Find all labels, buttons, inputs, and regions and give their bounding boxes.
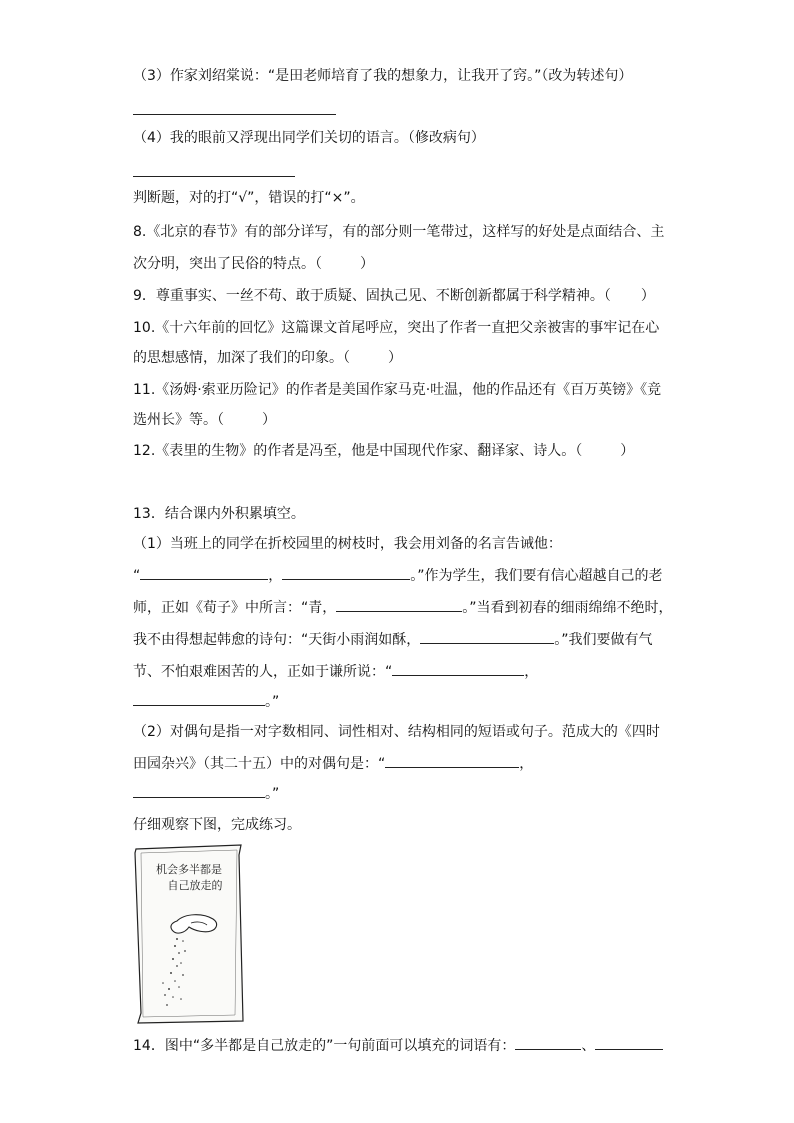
q13-line2 <box>133 597 673 618</box>
q14-blank-2[interactable] <box>595 1035 663 1050</box>
q7-item4-answer-line[interactable] <box>133 176 295 177</box>
q13-line4-text: 节、不怕艰难困苦的人，正如于谦所说：“ <box>133 664 393 680</box>
q13-line5 <box>133 691 279 712</box>
q10-text: 的思想感情，加深了我们的印象。（ <box>133 350 350 366</box>
q13-line1-text: 。”作为学生，我们要有信心超越自己的老 <box>410 568 663 584</box>
q13-blank-7[interactable] <box>385 753 519 768</box>
q13-blank-6[interactable] <box>133 691 265 706</box>
q13-line2-text-b: 。”当看到初春的细雨绵绵不绝时， <box>462 600 673 616</box>
open-quote: “ <box>133 568 141 584</box>
q11-line1: 11.《汤姆·索亚历险记》的作者是美国作家马克·吐温，他的作品还有《百万英镑》《竞 <box>133 382 662 398</box>
q13-sub1-intro: （1）当班上的同学在折校园里的树枝时，我会用刘备的名言告诫他： <box>133 536 562 552</box>
cartoon-caption-line1: 机会多半都是 <box>156 863 222 876</box>
q14-text: 14．图中“多半都是自己放走的”一句前面可以填充的词语有： <box>133 1038 516 1054</box>
picture-intro: 仔细观察下图，完成练习。 <box>133 817 301 833</box>
q13-sub2-line1: （2）对偶句是指一对字数相同、词性相对、结构相同的短语或句子。范成大的《四时 <box>133 724 660 740</box>
q11-close-paren: ） <box>262 412 276 428</box>
q13-sub2-line3 <box>133 783 279 804</box>
judge-instruction: 判断题，对的打“√”，错误的打“×”。 <box>133 190 365 206</box>
q13-blank-1[interactable] <box>140 565 268 580</box>
q13-blank-2[interactable] <box>282 565 410 580</box>
q14-separator: 、 <box>581 1038 596 1054</box>
q13-line2-text-a: 师，正如《荀子》中所言：“青， <box>133 600 337 616</box>
q13-blank-3[interactable] <box>336 597 462 612</box>
close-quote: 。” <box>265 694 280 710</box>
q7-item3-answer-line[interactable] <box>133 114 336 115</box>
q13-line4 <box>133 661 538 682</box>
cartoon-caption-line2: 自己放走的 <box>167 879 223 892</box>
q8-text: 次分明，突出了民俗的特点。（ <box>133 256 322 272</box>
q9-close-paren: ） <box>640 288 655 304</box>
q13-line3-text-b: 。”我们要做有气 <box>554 632 653 648</box>
q8-close-paren: ） <box>360 256 374 272</box>
q12-line <box>133 441 634 461</box>
q13-sub2-line2 <box>133 753 533 774</box>
q8-line1: 8.《北京的春节》有的部分详写，有的部分则一笔带过，这样写的好处是点面结合、主 <box>133 224 665 240</box>
q13-sub2-text: 田园杂兴》（其二十五）中的对偶句是：“ <box>133 756 386 772</box>
q11-line2 <box>133 410 276 430</box>
q7-item3: （3）作家刘绍棠说：“是田老师培育了我的想象力，让我开了窍。”（改为转述句） <box>133 68 633 84</box>
comma: ， <box>268 568 283 584</box>
comma: ， <box>524 664 539 680</box>
q13-title: 13．结合课内外积累填空。 <box>133 506 305 522</box>
q9-line <box>133 286 655 306</box>
q14-line <box>133 1035 663 1056</box>
q8-line2 <box>133 254 374 274</box>
q10-close-paren: ） <box>388 350 402 366</box>
q14-blank-1[interactable] <box>515 1035 581 1050</box>
q7-item4: （4）我的眼前又浮现出同学们关切的语言。（修改病句） <box>133 130 485 146</box>
q13-blank-8[interactable] <box>133 783 265 798</box>
q12-text: 12.《表里的生物》的作者是冯至，他是中国现代作家、翻译家、诗人。（ <box>133 443 583 459</box>
q12-close-paren: ） <box>620 443 635 459</box>
q9-text: 9．尊重事实、一丝不苟、敢于质疑、固执己见、不断创新都属于科学精神。（ <box>133 288 611 304</box>
q11-text: 选州长》等。（ <box>133 412 224 428</box>
cartoon-image <box>133 843 245 1025</box>
close-quote: 。” <box>265 786 280 802</box>
q13-line3 <box>133 629 653 650</box>
q10-line1: 10.《十六年前的回忆》这篇课文首尾呼应，突出了作者一直把父亲被害的事牢记在心 <box>133 320 660 336</box>
comma: ， <box>519 756 534 772</box>
q13-blank-5[interactable] <box>392 661 524 676</box>
q13-blank-4[interactable] <box>420 629 554 644</box>
q13-line3-text-a: 我不由得想起韩愈的诗句：“天街小雨润如酥， <box>133 632 421 648</box>
q13-line1 <box>133 565 663 586</box>
q10-line2 <box>133 348 402 368</box>
